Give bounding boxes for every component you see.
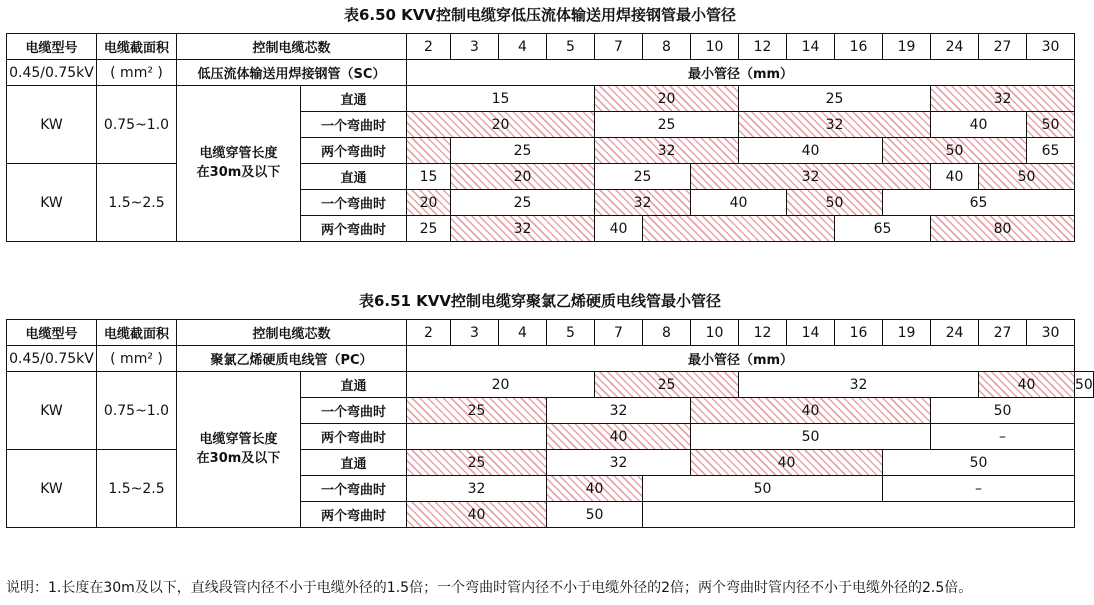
bend-condition-label: 一个弯曲时 — [300, 397, 407, 424]
min-diameter-cell: 40 — [738, 137, 883, 164]
core-count-header: 4 — [498, 319, 547, 346]
core-count-header: 30 — [1026, 319, 1075, 346]
min-diameter-cell: 32 — [594, 137, 739, 164]
min-diameter-cell: – — [882, 475, 1075, 502]
min-diameter-cell: 50 — [690, 423, 931, 450]
core-count-header: 5 — [546, 319, 595, 346]
cross-section-cell: 0.75~1.0 — [96, 85, 177, 164]
core-count-header: 8 — [642, 33, 691, 60]
length-condition-line: 电缆穿管长度 — [199, 432, 278, 448]
table2-title: 表6.51 KVV控制电缆穿聚氯乙烯硬质电线管最小管径 — [358, 292, 722, 310]
core-count-header: 30 — [1026, 33, 1075, 60]
min-diameter-cell: 32 — [546, 449, 691, 476]
cross-section-cell: 0.75~1.0 — [96, 371, 177, 450]
bend-condition-label: 直通 — [300, 449, 407, 476]
core-count-header: 12 — [738, 33, 787, 60]
min-diameter-cell: 40 — [690, 449, 883, 476]
min-diameter-cell: 50 — [978, 163, 1075, 190]
cores-header: 控制电缆芯数 — [176, 33, 407, 60]
min-diameter-cell: 40 — [594, 215, 643, 242]
min-diameter-cell — [406, 423, 547, 450]
core-count-header: 3 — [450, 33, 499, 60]
min-diameter-cell — [642, 215, 835, 242]
core-count-header: 27 — [978, 319, 1027, 346]
min-diameter-cell: 50 — [546, 501, 643, 528]
min-diameter-cell: 40 — [690, 397, 931, 424]
min-diameter-cell: 50 — [882, 449, 1075, 476]
min-diameter-cell: 40 — [978, 371, 1075, 398]
min-diameter-cell: 15 — [406, 85, 595, 112]
core-count-header: 7 — [594, 33, 643, 60]
core-count-header: 27 — [978, 33, 1027, 60]
min-diameter-header: 最小管径（mm） — [406, 345, 1075, 372]
table2 — [6, 319, 1093, 529]
min-diameter-cell: 65 — [1026, 137, 1075, 164]
bend-condition-label: 一个弯曲时 — [300, 111, 407, 138]
bend-condition-label: 一个弯曲时 — [300, 189, 407, 216]
bend-condition-label: 直通 — [300, 163, 407, 190]
core-count-header: 2 — [406, 33, 451, 60]
min-diameter-cell: 32 — [738, 111, 931, 138]
min-diameter-cell: 50 — [882, 137, 1027, 164]
voltage-header: 0.45/0.75kV — [6, 345, 97, 372]
length-condition-line: 在30m及以下 — [196, 450, 281, 466]
cable-type-cell: KW — [6, 371, 97, 450]
min-diameter-cell: 25 — [594, 371, 739, 398]
length-condition-cell — [176, 85, 301, 242]
min-diameter-cell: 40 — [546, 475, 643, 502]
bend-condition-label: 两个弯曲时 — [300, 423, 407, 450]
cable-type-cell: KW — [6, 163, 97, 242]
min-diameter-cell: 32 — [450, 215, 595, 242]
footnote: 说明：1.长度在30m及以下，直线段管内径不小于电缆外径的1.5倍；一个弯曲时管内径不小于电缆外径的2倍；两个弯曲时管内径不小于电缆外径的2.5倍。 — [6, 580, 973, 596]
min-diameter-cell: 25 — [406, 397, 547, 424]
length-condition-line: 在30m及以下 — [196, 164, 281, 180]
min-diameter-cell: 32 — [406, 475, 547, 502]
min-diameter-cell — [642, 501, 1075, 528]
min-diameter-header: 最小管径（mm） — [406, 59, 1075, 86]
section-unit-header: ( mm² ) — [96, 59, 177, 86]
min-diameter-cell: 50 — [786, 189, 883, 216]
min-diameter-cell: 32 — [546, 397, 691, 424]
min-diameter-cell: 65 — [834, 215, 931, 242]
min-diameter-cell: 25 — [594, 111, 739, 138]
cable-type-cell: KW — [6, 85, 97, 164]
cable-type-header: 电缆型号 — [6, 33, 97, 60]
min-diameter-cell: 65 — [882, 189, 1075, 216]
cross-section-cell: 1.5~2.5 — [96, 449, 177, 528]
min-diameter-cell: 50 — [642, 475, 883, 502]
min-diameter-cell: 80 — [930, 215, 1075, 242]
pipe-type-header: 聚氯乙烯硬质电线管（PC） — [176, 345, 407, 372]
min-diameter-cell: 50 — [1026, 111, 1075, 138]
min-diameter-cell: 20 — [406, 111, 595, 138]
min-diameter-cell: – — [930, 423, 1075, 450]
pipe-type-header: 低压流体输送用焊接钢管（SC） — [176, 59, 407, 86]
cross-section-header: 电缆截面积 — [96, 33, 177, 60]
length-condition-line: 电缆穿管长度 — [199, 146, 278, 162]
core-count-header: 16 — [834, 33, 883, 60]
min-diameter-cell: 20 — [450, 163, 595, 190]
bend-condition-label: 两个弯曲时 — [300, 501, 407, 528]
core-count-header: 19 — [882, 33, 931, 60]
min-diameter-cell: 15 — [406, 163, 451, 190]
cable-type-cell: KW — [6, 449, 97, 528]
core-count-header: 4 — [498, 33, 547, 60]
min-diameter-cell: 32 — [738, 371, 979, 398]
bend-condition-label: 直通 — [300, 85, 407, 112]
min-diameter-cell: 25 — [594, 163, 691, 190]
table1-title: 表6.50 KVV控制电缆穿低压流体输送用焊接钢管最小管径 — [343, 6, 737, 24]
min-diameter-cell: 25 — [406, 449, 547, 476]
min-diameter-cell: 32 — [930, 85, 1075, 112]
core-count-header: 14 — [786, 33, 835, 60]
cross-section-cell: 1.5~2.5 — [96, 163, 177, 242]
voltage-header: 0.45/0.75kV — [6, 59, 97, 86]
min-diameter-cell: 20 — [406, 371, 595, 398]
core-count-header: 3 — [450, 319, 499, 346]
bend-condition-label: 直通 — [300, 371, 407, 398]
core-count-header: 14 — [786, 319, 835, 346]
core-count-header: 19 — [882, 319, 931, 346]
cross-section-header: 电缆截面积 — [96, 319, 177, 346]
bend-condition-label: 两个弯曲时 — [300, 137, 407, 164]
bend-condition-label: 一个弯曲时 — [300, 475, 407, 502]
min-diameter-cell: 25 — [738, 85, 931, 112]
min-diameter-cell: 40 — [406, 501, 547, 528]
length-condition-cell — [176, 371, 301, 528]
core-count-header: 24 — [930, 33, 979, 60]
min-diameter-cell: 32 — [690, 163, 931, 190]
min-diameter-cell: 20 — [594, 85, 739, 112]
cable-type-header: 电缆型号 — [6, 319, 97, 346]
min-diameter-cell — [406, 137, 451, 164]
core-count-header: 5 — [546, 33, 595, 60]
min-diameter-cell: 25 — [450, 189, 595, 216]
min-diameter-cell: 20 — [406, 189, 451, 216]
core-count-header: 16 — [834, 319, 883, 346]
min-diameter-cell: 40 — [546, 423, 691, 450]
min-diameter-cell: 40 — [930, 111, 1027, 138]
section-unit-header: ( mm² ) — [96, 345, 177, 372]
core-count-header: 10 — [690, 319, 739, 346]
min-diameter-cell: 50 — [930, 397, 1075, 424]
min-diameter-cell: 32 — [594, 189, 691, 216]
core-count-header: 2 — [406, 319, 451, 346]
min-diameter-cell: 50 — [1074, 371, 1094, 398]
min-diameter-cell: 40 — [930, 163, 979, 190]
core-count-header: 8 — [642, 319, 691, 346]
core-count-header: 10 — [690, 33, 739, 60]
min-diameter-cell: 25 — [450, 137, 595, 164]
min-diameter-cell: 25 — [406, 215, 451, 242]
cores-header: 控制电缆芯数 — [176, 319, 407, 346]
core-count-header: 12 — [738, 319, 787, 346]
min-diameter-cell: 40 — [690, 189, 787, 216]
bend-condition-label: 两个弯曲时 — [300, 215, 407, 242]
table1 — [6, 33, 1074, 243]
core-count-header: 7 — [594, 319, 643, 346]
core-count-header: 24 — [930, 319, 979, 346]
